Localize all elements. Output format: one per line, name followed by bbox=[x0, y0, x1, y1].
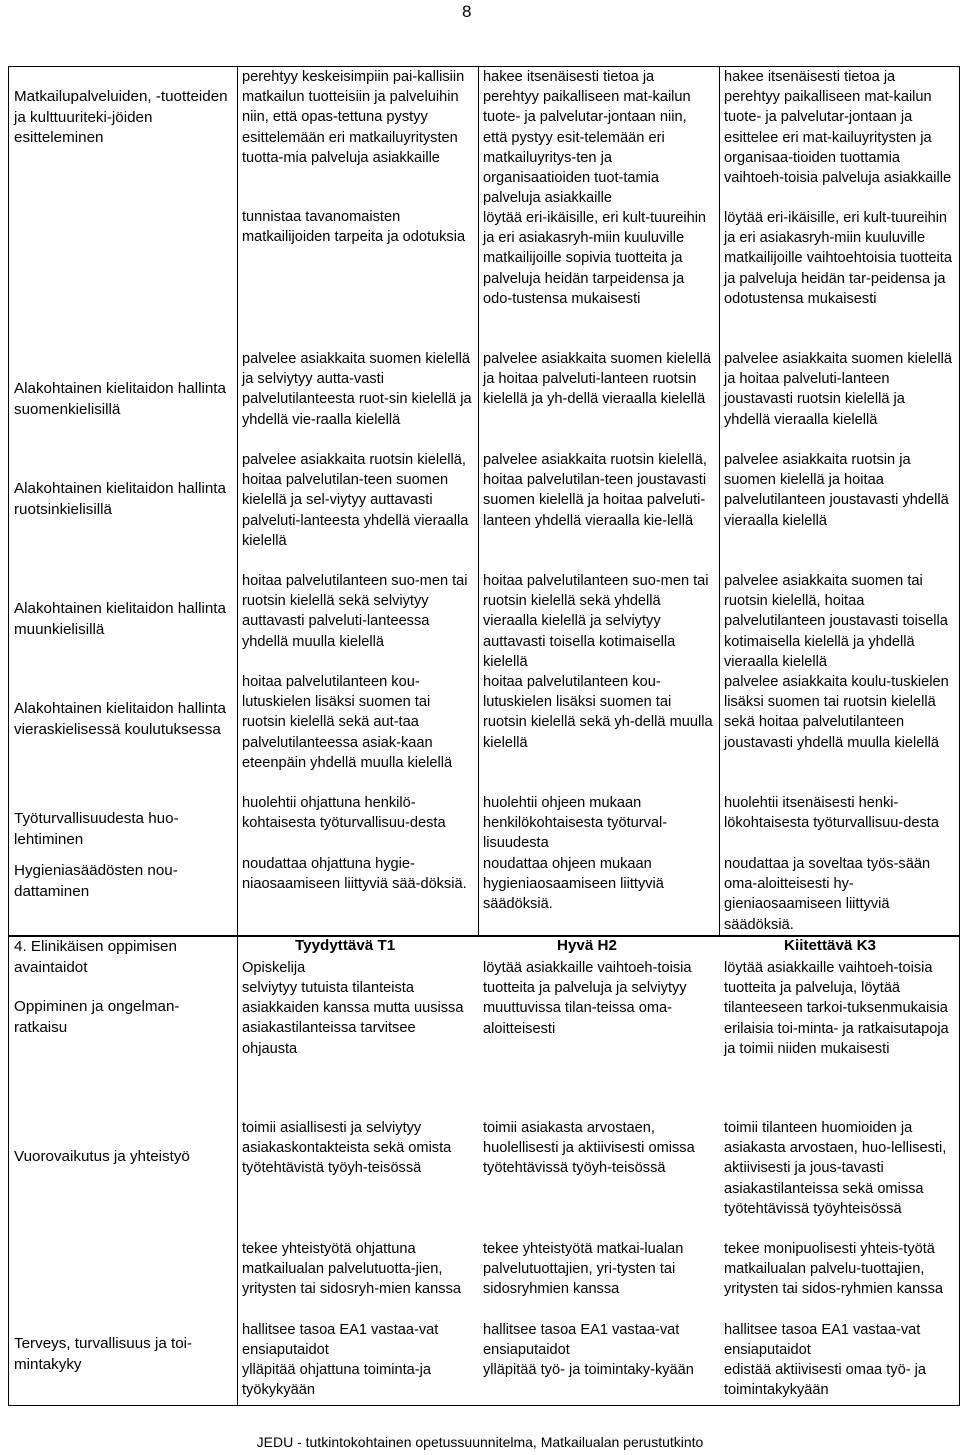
k3-item: palvelee asiakkaita ruotsin ja suomen kielellä ja hoitaa palvelutilanteen joustavasti yhdellä vieraalla kielellä bbox=[724, 452, 949, 529]
t1-item: huolehtii ohjattuna henkilö-kohtaisesta työturvallisuu-desta bbox=[242, 795, 446, 832]
t1-item: hallitsee tasoa EA1 vastaa-vat ensiaputaidot bbox=[242, 1322, 439, 1359]
grade-header-row bbox=[238, 937, 959, 958]
k3-item: hallitsee tasoa EA1 vastaa-vat ensiaputaidot bbox=[724, 1322, 921, 1359]
assessment-table-upper bbox=[8, 66, 960, 936]
header-k3: Kiitettävä K3 bbox=[784, 937, 877, 954]
subheader-student: Opiskelija bbox=[242, 960, 306, 976]
assessment-table-lower bbox=[8, 936, 960, 1406]
label-presenting-services: Matkailupalveluiden, -tuotteiden ja kulttuuriteki-jöiden esitteleminen bbox=[14, 88, 228, 146]
h2-criteria-column bbox=[479, 67, 720, 936]
t1-item: tekee yhteistyötä ohjattuna matkailualan palvelutuotta-jien, yritysten tai sidosryh-mien kanssa bbox=[242, 1241, 461, 1298]
h2-item: tekee yhteistyötä matkai-lualan palvelutuottajien, yri-tysten tai sidosryhmien kanssa bbox=[483, 1241, 684, 1298]
h2-item: löytää asiakkaille vaihtoeh-toisia tuotteita ja palveluja ja selviytyy muuttuvissa tilan-teissa oma-aloitteisesti bbox=[483, 960, 692, 1037]
t1-item: tunnistaa tavanomaisten matkailijoiden tarpeita ja odotuksia bbox=[242, 209, 466, 246]
k3-item: palvelee asiakkaita suomen tai ruotsin kielellä, hoitaa palvelutilanteen joustavasti toisella kotimaisella kielellä ja yhdellä vieraalla kielellä bbox=[724, 573, 948, 670]
k3-item: huolehtii itsenäisesti henki-lökohtaisesta työturvallisuu-desta bbox=[724, 795, 939, 832]
h2-item: palvelee asiakkaita suomen kielellä ja hoitaa palveluti-lanteen ruotsin kielellä ja yh-dellä vieraalla kielellä bbox=[483, 351, 711, 408]
t1-item: noudattaa ohjattuna hygie-niaosaamiseen liittyviä sää-döksiä. bbox=[242, 856, 467, 893]
k3-item: toimii tilanteen huomioiden ja asiakasta arvostaen, huo-lellisesti, aktiivisesti ja jous-tavasti asiakastilanteissa sekä omissa työtehtävissä työyhteisössä bbox=[724, 1120, 947, 1217]
k3-item: löytää eri-ikäisille, eri kult-tuureihin ja eri asiakasryh-miin kuuluville matkailijoille vaihtoehtoisia tuotteita ja palveluja heidän tar-peidensa ja odotustensa mukaisesti bbox=[724, 210, 952, 307]
k3-item: edistää aktiivisesti omaa työ- ja toimintakykyään bbox=[724, 1362, 926, 1399]
h2-item: löytää eri-ikäisille, eri kult-tuureihin ja eri asiakasryh-miin kuuluville matkailijoille sopivia tuotteita ja palveluja heidän tarpeidensa ja odo-tustensa mukaisesti bbox=[483, 210, 707, 307]
label-other-languages: Alakohtainen kielitaidon hallinta muunkielisillä bbox=[14, 600, 226, 638]
k3-item: tekee monipuolisesti yhteis-työtä matkailualan palvelu-tuottajien, yritysten tai sidos-ryhmien kanssa bbox=[724, 1241, 943, 1298]
t1-item: hoitaa palvelutilanteen kou-lutuskielen lisäksi suomen tai ruotsin kielellä sekä aut-taa palvelutilanteessa asiak-kaan eteenpäin yhdellä muulla kielellä bbox=[242, 674, 453, 771]
key-skills-labels-column bbox=[9, 937, 238, 1406]
h2-item: ylläpitää työ- ja toimintaky-kyään bbox=[483, 1362, 694, 1378]
t1-item: hoitaa palvelutilanteen suo-men tai ruotsin kielellä sekä selviytyy auttavasti palveluti-lanteessa yhdellä muulla kielellä bbox=[242, 573, 468, 650]
h2-item: palvelee asiakkaita ruotsin kielellä, hoitaa palvelutilan-teen joustavasti suomen kielellä ja hoitaa palveluti-lanteen yhdellä vieraalla kie-lellä bbox=[483, 452, 707, 529]
h2-item: hakee itsenäisesti tietoa ja perehtyy paikalliseen mat-kailun tuote- ja palvelutar-jontaan niin, että pystyy esit-telemään eri matkailuyritys-ten ja organisaatioiden tuot-tamia palveluja asiakkaille bbox=[483, 69, 691, 207]
label-learning-problem-solving: Oppiminen ja ongelman-ratkaisu bbox=[14, 998, 180, 1036]
lower-criteria-area bbox=[238, 937, 960, 1406]
t1-item: perehtyy keskeisimpiin pai-kallisiin matkailun tuotteisiin ja palveluihin niin, että opas-tettuna pystyy esittelemään eri matkailuyritysten tuotta-mia palveluja asiakkaille bbox=[242, 69, 465, 166]
t1-item: palvelee asiakkaita ruotsin kielellä, hoitaa palvelutilan-teen suomen kielellä ja sel-viytyy auttavasti palveluti-lanteesta yhdellä vieraalla kielellä bbox=[242, 452, 469, 549]
page-number: 8 bbox=[462, 2, 472, 21]
label-health-safety: Terveys, turvallisuus ja toi-mintakyky bbox=[14, 1335, 193, 1373]
header-h2: Hyvä H2 bbox=[557, 937, 617, 954]
label-finnish-speakers: Alakohtainen kielitaidon hallinta suomenkielisillä bbox=[14, 380, 226, 418]
k3-item: palvelee asiakkaita koulu-tuskielen lisäksi suomen tai ruotsin kielellä sekä hoitaa palvelutilanteen joustavasti yhdellä muulla kielellä bbox=[724, 674, 949, 751]
criteria-labels-column bbox=[9, 67, 238, 936]
t1-item: selviytyy tutuista tilanteista asiakkaiden kanssa mutta uusissa asiakastilanteissa tarvitsee ohjausta bbox=[242, 980, 464, 1057]
h2-item: noudattaa ohjeen mukaan hygieniaosaamiseen liittyviä säädöksiä. bbox=[483, 856, 664, 913]
label-hygiene-regulations: Hygieniasäädösten nou-dattaminen bbox=[14, 862, 178, 900]
k3-key-skills-column bbox=[720, 958, 959, 1400]
t1-item: toimii asiallisesti ja selviytyy asiakaskontakteista sekä omista työtehtävistä työyh-teisössä bbox=[242, 1120, 452, 1177]
t1-criteria-column bbox=[238, 67, 479, 936]
lower-columns bbox=[238, 958, 959, 1400]
t1-item: palvelee asiakkaita suomen kielellä ja selviytyy autta-vasti palvelutilanteesta ruot-sin kielellä ja yhdellä vie-raalla kielellä bbox=[242, 351, 472, 428]
h2-item: hoitaa palvelutilanteen kou-lutuskielen lisäksi suomen tai ruotsin kielellä sekä yh-dellä muulla kielellä bbox=[483, 674, 713, 751]
t1-item: ylläpitää ohjattuna toiminta-ja työkykyään bbox=[242, 1362, 432, 1399]
label-foreign-language-training: Alakohtainen kielitaidon hallinta vieraskielisessä koulutuksessa bbox=[14, 700, 226, 738]
h2-item: hoitaa palvelutilanteen suo-men tai ruotsin kielellä sekä yhdellä vieraalla kielellä ja selviytyy auttavasti toisella kotimaisella kielellä bbox=[483, 573, 709, 670]
k3-item: löytää asiakkaille vaihtoeh-toisia tuotteita ja palveluja, löytää tilanteeseen tarkoi-tuksenmukaisia erilaisia toi-minta- ja ratkaisutapoja ja toimii niiden mukaisesti bbox=[724, 960, 949, 1057]
h2-key-skills-column bbox=[479, 958, 720, 1400]
page-footer: JEDU - tutkintokohtainen opetussuunnitelma, Matkailualan perustutkinto bbox=[256, 1434, 704, 1450]
label-swedish-speakers: Alakohtainen kielitaidon hallinta ruotsinkielisillä bbox=[14, 480, 226, 518]
header-t1: Tyydyttävä T1 bbox=[295, 937, 396, 954]
k3-item: hakee itsenäisesti tietoa ja perehtyy paikalliseen mat-kailun tuote- ja palvelutar-jontaan ja esittelee eri mat-kailuyritysten ja organisaa-tioiden tuottamia vaihtoeh-toisia palveluja asiakkaille bbox=[724, 69, 952, 187]
k3-criteria-column bbox=[720, 67, 960, 936]
t1-key-skills-column bbox=[238, 958, 479, 1400]
h2-item: toimii asiakasta arvostaen, huolellisesti ja aktiivisesti omissa työtehtävissä työyh-teisössä bbox=[483, 1120, 695, 1177]
section-title: 4. Elinikäisen oppimisen avaintaidot bbox=[14, 938, 177, 976]
k3-item: palvelee asiakkaita suomen kielellä ja hoitaa palveluti-lanteen joustavasti ruotsin kielellä ja yhdellä vieraalla kielellä bbox=[724, 351, 952, 428]
label-interaction-cooperation: Vuorovaikutus ja yhteistyö bbox=[14, 1148, 190, 1165]
label-occupational-safety: Työturvallisuudesta huo-lehtiminen bbox=[14, 810, 179, 848]
h2-item: huolehtii ohjeen mukaan henkilökohtaisesta työturval-lisuudesta bbox=[483, 795, 668, 852]
k3-item: noudattaa ja soveltaa työs-sään oma-aloitteisesti hy-gieniaosaamiseen liittyviä säädöksiä. bbox=[724, 856, 931, 933]
h2-item: hallitsee tasoa EA1 vastaa-vat ensiaputaidot bbox=[483, 1322, 680, 1359]
